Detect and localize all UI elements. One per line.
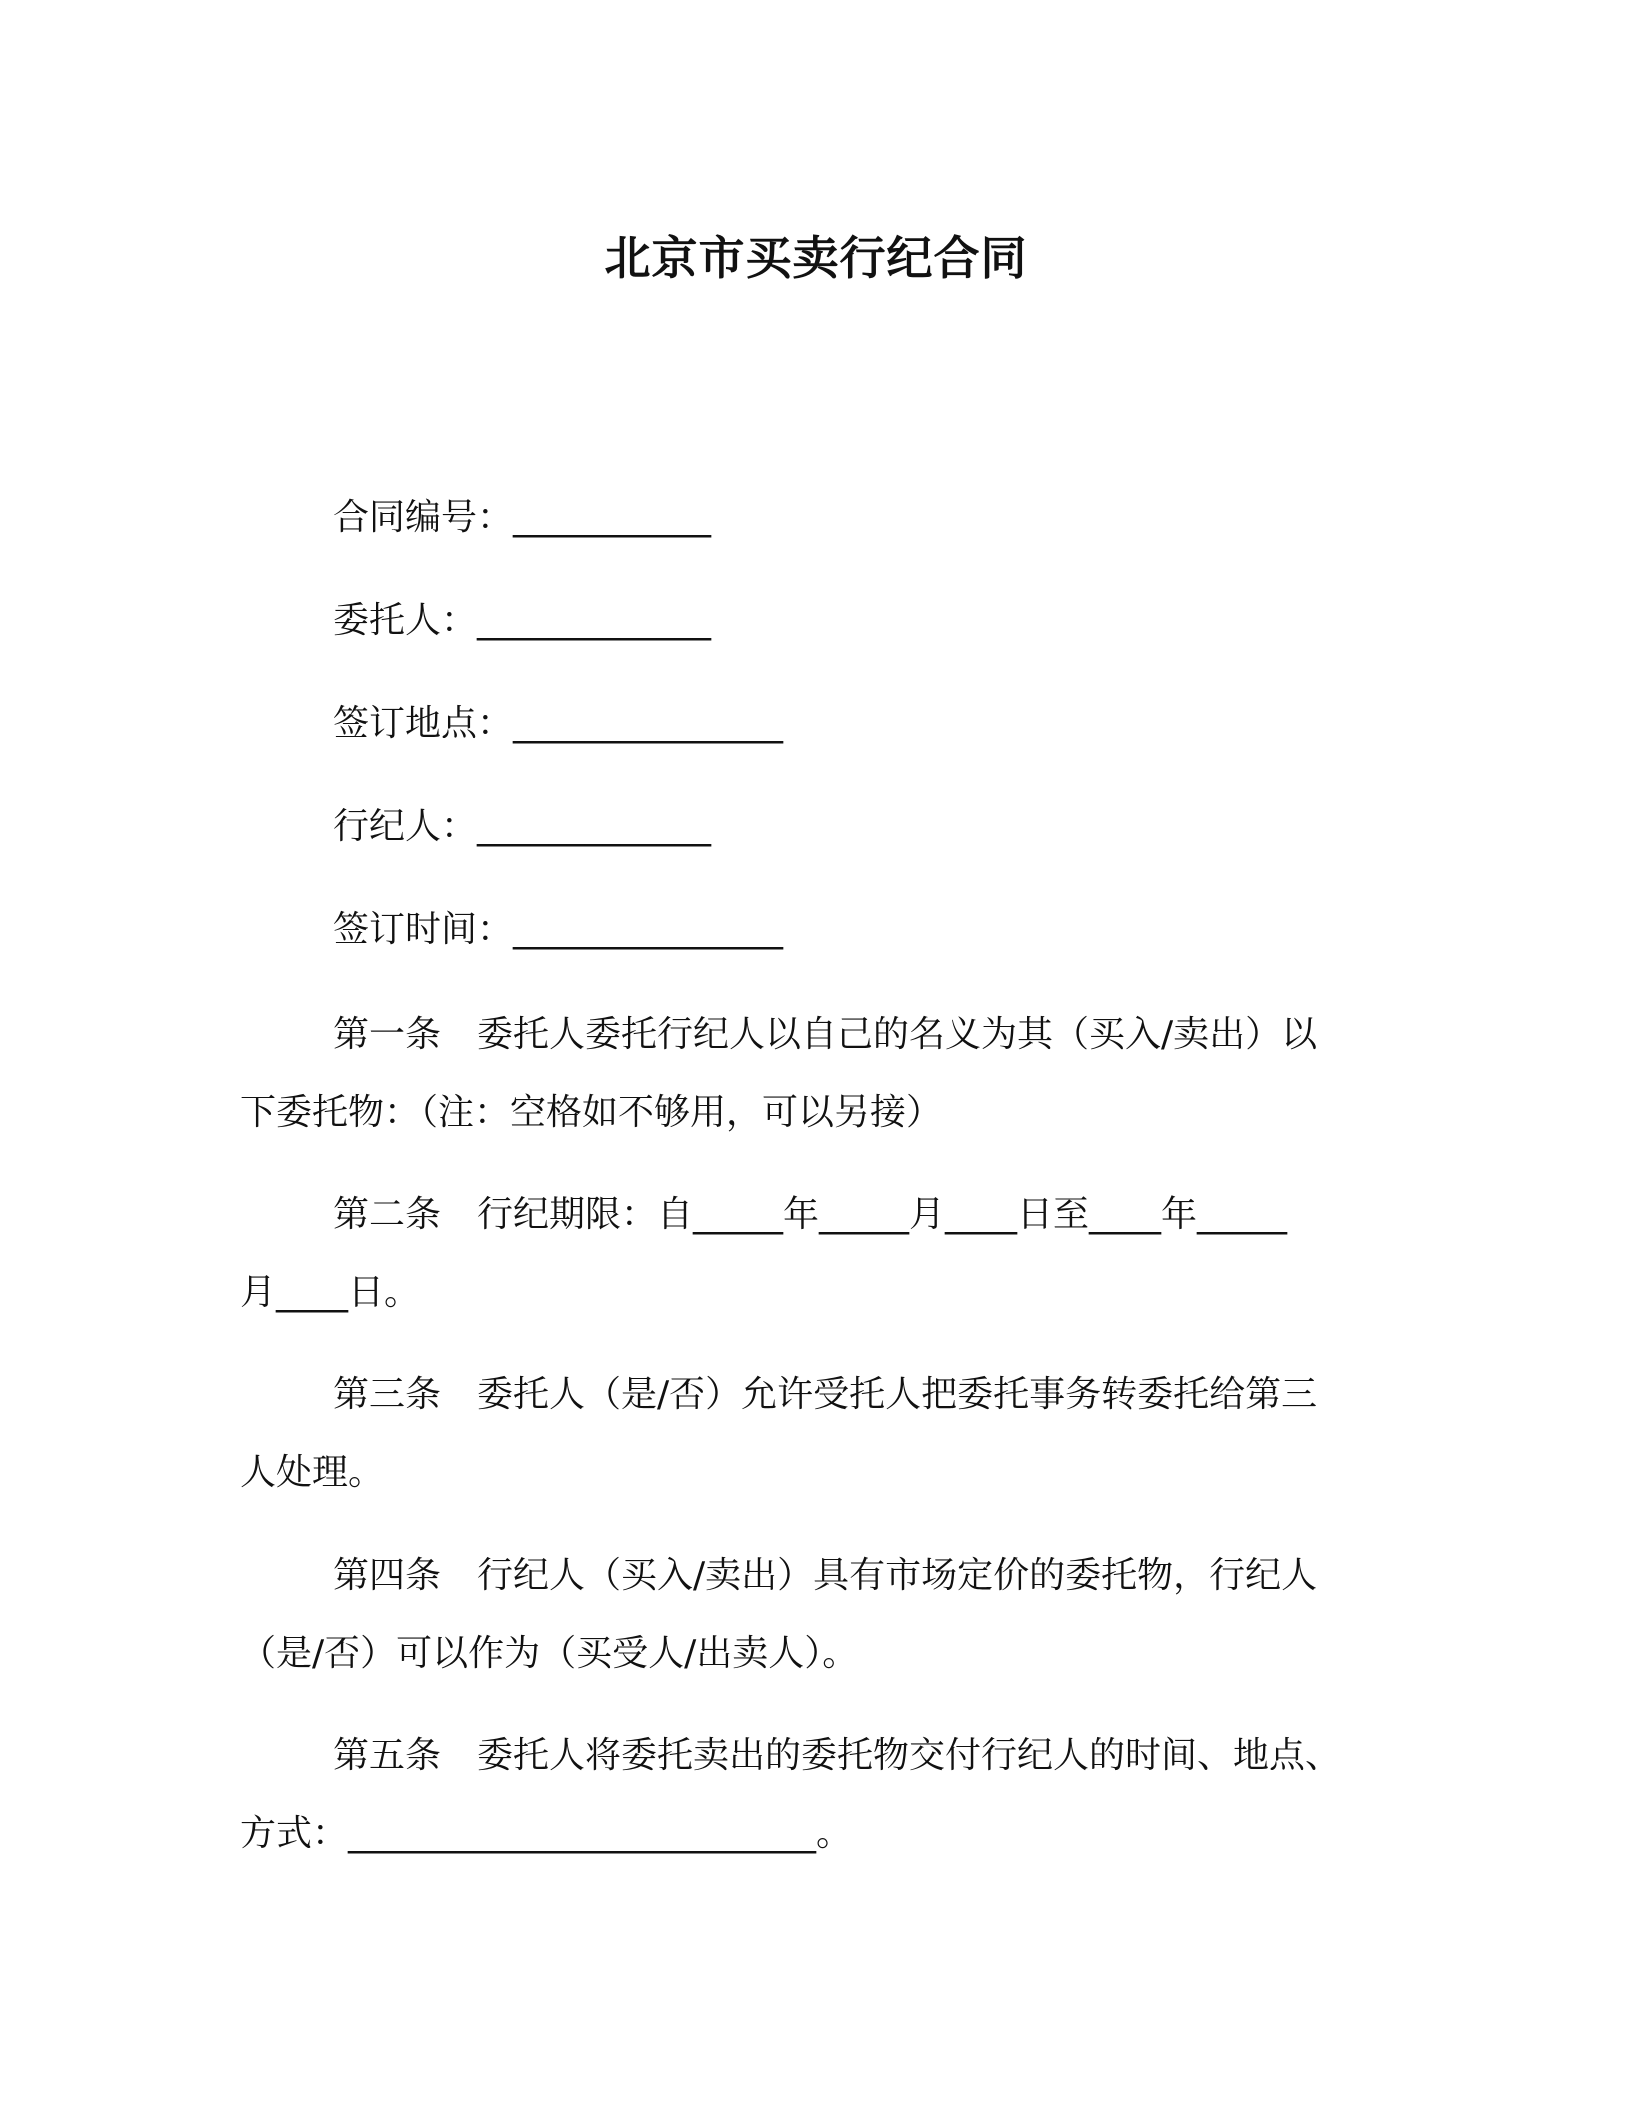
article-number: 第一条 xyxy=(333,1014,442,1055)
article-text: 行纪人（买入/卖出）具有市场定价的委托物，行纪人 xyxy=(477,1555,1318,1596)
article-text: 委托人（是/否）允许受托人把委托事务转委托给第三 xyxy=(477,1374,1318,1415)
article-number: 第四条 xyxy=(333,1555,442,1596)
field-blank: _____________ xyxy=(477,600,712,641)
field-label: 行纪人： xyxy=(333,806,478,847)
document-title: 北京市买卖行纪合同 xyxy=(604,231,1028,285)
field-signing-place xyxy=(333,700,783,748)
field-principal xyxy=(333,597,711,645)
article-number: 第二条 xyxy=(333,1194,442,1235)
field-blank: _______________ xyxy=(513,703,784,744)
field-label: 合同编号： xyxy=(333,497,514,538)
article-4 xyxy=(240,1537,1370,1693)
field-blank: _____________ xyxy=(477,806,712,847)
field-broker xyxy=(333,803,711,851)
article-text: 委托人将委托卖出的委托物交付行纪人的时间、地点、 xyxy=(477,1735,1342,1776)
field-label: 委托人： xyxy=(333,600,478,641)
field-label: 签订时间： xyxy=(333,909,514,950)
article-text-continued: （是/否）可以作为（买受人/出卖人）。 xyxy=(240,1633,859,1674)
article-text-continued: 月____日。 xyxy=(240,1272,421,1313)
field-blank: _______________ xyxy=(513,909,784,950)
article-5 xyxy=(240,1717,1370,1873)
article-text-continued: 方式：__________________________。 xyxy=(240,1813,853,1854)
article-text: 委托人委托行纪人以自己的名义为其（买入/卖出）以 xyxy=(477,1014,1318,1055)
field-label: 签订地点： xyxy=(333,703,514,744)
article-number: 第三条 xyxy=(333,1374,442,1415)
article-text-continued: 人处理。 xyxy=(240,1452,385,1493)
article-text-continued: 下委托物：（注：空格如不够用，可以另接） xyxy=(240,1092,943,1133)
field-blank: ___________ xyxy=(513,497,712,538)
article-number: 第五条 xyxy=(333,1735,442,1776)
field-signing-time xyxy=(333,906,783,954)
article-1 xyxy=(240,996,1370,1152)
article-3 xyxy=(240,1356,1370,1512)
article-2 xyxy=(240,1176,1370,1332)
article-text: 行纪期限：自_____年_____月____日至____年_____ xyxy=(477,1194,1288,1235)
field-contract-number xyxy=(333,494,711,542)
